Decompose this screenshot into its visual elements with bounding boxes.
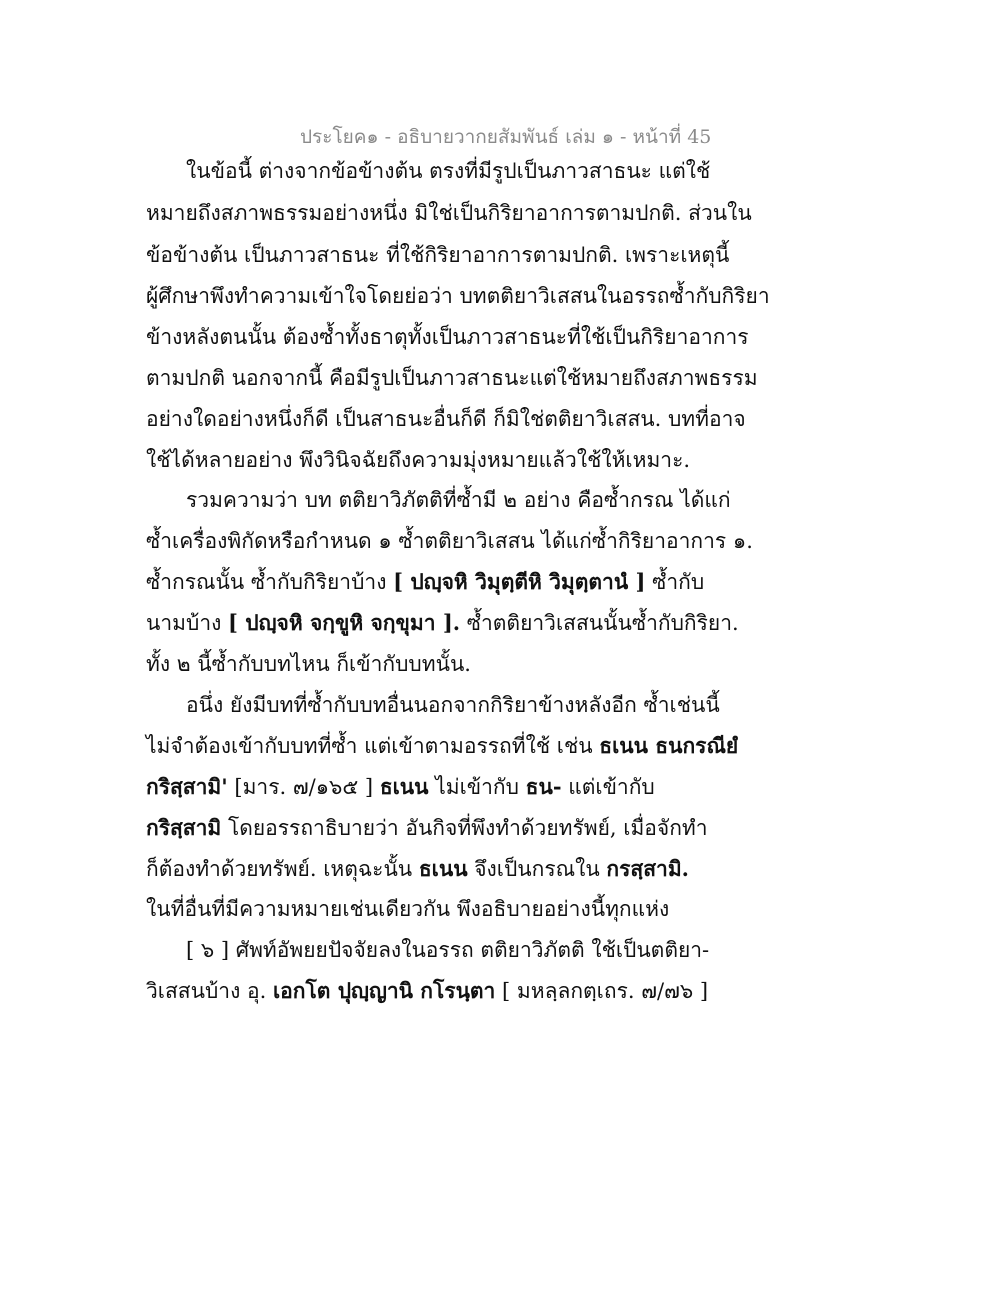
text-line-7 [146, 404, 746, 434]
text-segment: ซ้ำตติยาวิเสสนนั้นซ้ำกับกิริยา. [460, 611, 739, 635]
text-line-3 [146, 240, 730, 270]
text-line-19 [146, 894, 706, 924]
text-line-10 [146, 526, 753, 556]
text-segment: ข้อข้างต้น เป็นภาวสาธนะ ที่ใช้กิริยาอาการตามปกติ. เพราะเหตุนี้ [146, 243, 730, 267]
text-segment: แต่เข้ากับ [561, 775, 655, 799]
text-segment: อนึ่ง ยังมีบทที่ซ้ำกับบทอื่นนอกจากกิริยาข้างหลังอีก ซ้ำเช่นนี้ [186, 693, 720, 717]
text-segment: อย่างใดอย่างหนึ่งก็ดี เป็นสาธนะอื่นก็ดี ก็มิใช่ตติยาวิเสสน. บทที่อาจ [146, 407, 746, 431]
bold-pali-term: ธเนน ธนกรณียํ [599, 733, 739, 758]
text-line-11 [146, 567, 706, 597]
text-segment: โดยอรรถาธิบายว่า อันกิจที่พึงทำด้วยทรัพย์, เมื่อจักทำ [221, 816, 708, 840]
text-line-13 [146, 649, 706, 679]
text-line-15 [146, 731, 739, 761]
text-line-2 [146, 198, 752, 228]
text-segment: รวมความว่า บท ตติยาวิภัตติที่ซ้ำมี ๒ อย่าง คือซ้ำกรณ ได้แก่ [186, 488, 731, 512]
text-segment: ในข้อนี้ ต่างจากข้อข้างต้น ตรงที่มีรูปเป็นภาวสาธนะ แต่ใช้ [186, 159, 711, 183]
text-segment: ซ้ำกับ [645, 570, 705, 594]
text-line-18 [146, 854, 706, 884]
text-segment: หมายถึงสภาพธรรมอย่างหนึ่ง มิใช่เป็นกิริยาอาการตามปกติ. ส่วนใน [146, 201, 752, 225]
text-line-6 [146, 363, 758, 393]
text-segment: นามบ้าง [146, 611, 229, 635]
text-line-4 [146, 281, 770, 311]
bold-pali-term: กริสฺสามิ [146, 815, 222, 840]
text-segment: [ มหลฺลกตฺเถร. ๗/๗๖ ] [495, 979, 709, 1003]
text-segment: ผู้ศึกษาพึงทำความเข้าใจโดยย่อว่า บทตติยาวิเสสนในอรรถซ้ำกับกิริยา [146, 284, 770, 308]
text-line-20 [186, 935, 746, 965]
text-line-1 [186, 156, 746, 186]
text-line-5 [146, 322, 749, 352]
page-header: ประโยค๑ - อธิบายวากยสัมพันธ์ เล่ม ๑ - หน้าที่ 45 [300, 126, 712, 148]
text-segment: ตามปกติ นอกจากนี้ คือมีรูปเป็นภาวสาธนะแต่ใช้หมายถึงสภาพธรรม [146, 366, 758, 390]
text-segment: ซ้ำเครื่องพิกัดหรือกำหนด ๑ ซ้ำตติยาวิเสสน ได้แก่ซ้ำกิริยาอาการ ๑. [146, 529, 753, 553]
text-segment: ไม่เข้ากับ [428, 775, 526, 799]
text-segment: ข้างหลังตนนั้น ต้องซ้ำทั้งธาตุทั้งเป็นภาวสาธนะที่ใช้เป็นกิริยาอาการ [146, 325, 749, 349]
bold-pali-term: เอกโต ปุญฺญานิ กโรนฺตา [272, 978, 496, 1003]
text-line-17 [146, 813, 706, 843]
bold-pali-term: กริสฺสามิ' [146, 774, 228, 799]
text-line-16 [146, 772, 706, 802]
text-segment: [มาร. ๗/๑๖๕ ] [227, 775, 380, 799]
text-line-8 [146, 445, 706, 475]
text-segment: จึงเป็นกรณใน [467, 857, 607, 881]
text-segment: ในที่อื่นที่มีความหมายเช่นเดียวกัน พึงอธิบายอย่างนี้ทุกแห่ง [146, 897, 670, 921]
text-segment: วิเสสนบ้าง อุ. [146, 979, 273, 1003]
text-segment: ก็ต้องทำด้วยทรัพย์. เหตุฉะนั้น [146, 857, 419, 881]
text-line-14 [186, 690, 746, 720]
text-segment: ซ้ำกรณนั้น ซ้ำกับกิริยาบ้าง [146, 570, 394, 594]
bold-pali-term: ธเนน [418, 856, 468, 881]
bold-pali-term: ธน- [525, 774, 562, 799]
bold-pali-term: ธเนน [379, 774, 429, 799]
bold-pali-term: [ ปญฺจหิ วิมุตฺตีหิ วิมุตฺตานํ ] [393, 569, 646, 594]
text-segment: [ ๖ ] ศัพท์อัพยยปัจจัยลงในอรรถ ตติยาวิภัตติ ใช้เป็นตติยา- [186, 938, 710, 962]
text-line-9 [186, 485, 746, 515]
text-segment: ไม่จำต้องเข้ากับบทที่ซ้ำ แต่เข้าตามอรรถที่ใช้ เช่น [146, 734, 600, 758]
text-line-12 [146, 608, 739, 638]
bold-pali-term: กรสฺสามิ. [606, 856, 689, 881]
text-line-21 [146, 976, 709, 1006]
bold-pali-term: [ ปญฺจหิ จกฺขูหิ จกฺขุมา ]. [228, 610, 461, 635]
text-segment: ใช้ได้หลายอย่าง พึงวินิจฉัยถึงความมุ่งหมายแล้วใช้ให้เหมาะ. [146, 448, 691, 472]
text-segment: ทั้ง ๒ นี้ซ้ำกับบทไหน ก็เข้ากับบทนั้น. [146, 652, 471, 676]
